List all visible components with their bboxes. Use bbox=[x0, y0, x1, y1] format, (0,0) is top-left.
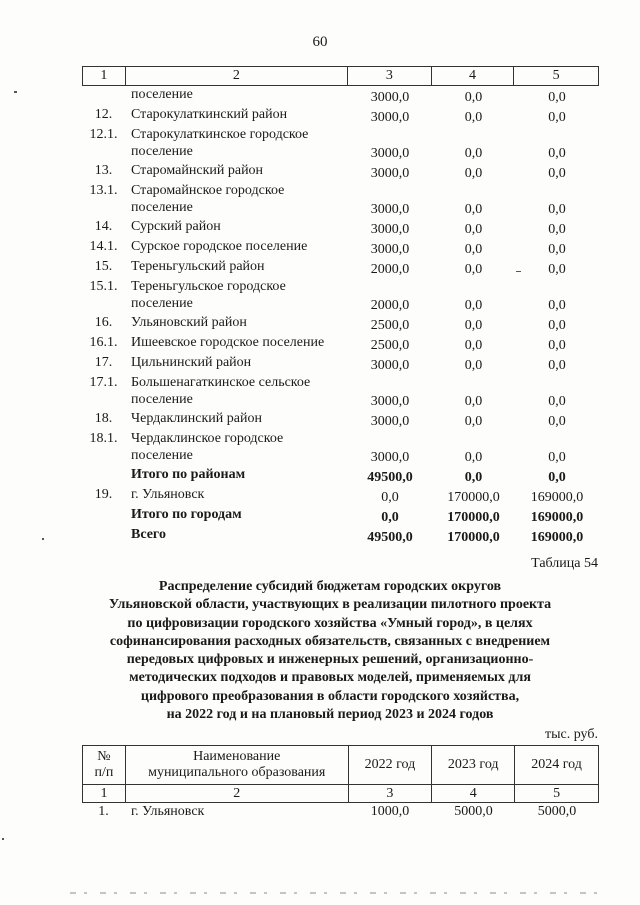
row-value-col5: 0,0 bbox=[548, 262, 566, 277]
row-number: 12.1. bbox=[89, 127, 118, 142]
row-name bbox=[125, 218, 348, 238]
row-value-col5: 0,0 bbox=[548, 90, 566, 105]
row-value-col3: 3000,0 bbox=[370, 166, 410, 181]
row-number: 19. bbox=[94, 487, 113, 502]
lower-table-row bbox=[82, 804, 599, 820]
title-line: Ульяновской области, участвующих в реализации пилотного проекта bbox=[108, 597, 552, 613]
row-name-line: поселение bbox=[131, 296, 193, 311]
scan-speck bbox=[14, 91, 17, 93]
title-line: цифрового преобразования в области городского хозяйства, bbox=[140, 688, 520, 704]
title-line: передовых цифровых и инженерных решений, организационно- bbox=[126, 652, 534, 668]
col-number: 4 bbox=[432, 785, 515, 803]
row-name-line: Ульяновский район bbox=[131, 315, 247, 330]
lower-table-col-numbers bbox=[83, 785, 599, 803]
row-value-col3: 2500,0 bbox=[370, 318, 410, 333]
table-row bbox=[82, 486, 599, 506]
row-name-line: поселение bbox=[131, 87, 193, 102]
row-value-col3: 3000,0 bbox=[370, 202, 410, 217]
row-value-col3: 3000,0 bbox=[370, 242, 410, 257]
row-value-col5: 169000,0 bbox=[530, 530, 584, 545]
row-value-col4: 0,0 bbox=[464, 450, 483, 465]
row-number bbox=[82, 466, 125, 486]
row-value-col4: 0,0 bbox=[464, 242, 483, 257]
row-value-col3: 2500,0 bbox=[370, 338, 410, 353]
row-value-col5: 169000,0 bbox=[530, 490, 584, 505]
header-col-3: 3 bbox=[348, 67, 432, 85]
row-name-line: Сурское городское поселение bbox=[131, 239, 308, 254]
header-name-line1: Наименование bbox=[193, 749, 281, 764]
row-name bbox=[125, 238, 348, 258]
row-name-line: Итого по районам bbox=[131, 467, 246, 482]
header-col-4: 4 bbox=[432, 67, 515, 85]
row-value-2024: 5000,0 bbox=[537, 804, 577, 819]
row-number bbox=[82, 506, 125, 526]
row-name bbox=[125, 354, 348, 374]
row-name-line: поселение bbox=[131, 392, 193, 407]
row-value-2022: 1000,0 bbox=[370, 804, 410, 819]
row-name-line: Старокулаткинское городское bbox=[131, 127, 309, 142]
row-value-col3: 49500,0 bbox=[367, 470, 413, 485]
row-number: 15. bbox=[94, 259, 113, 274]
row-value-col5: 0,0 bbox=[548, 166, 566, 181]
scan-edge-noise bbox=[70, 892, 610, 894]
row-value-col4: 0,0 bbox=[464, 358, 483, 373]
table-row bbox=[82, 506, 599, 526]
table-row bbox=[82, 430, 599, 466]
table-row bbox=[82, 334, 599, 354]
header-col-1: 1 bbox=[83, 67, 126, 85]
row-value-col3: 3000,0 bbox=[370, 450, 410, 465]
upper-table-body bbox=[82, 86, 599, 546]
row-value-2023: 5000,0 bbox=[454, 804, 493, 819]
row-value-col4: 0,0 bbox=[464, 394, 483, 409]
row-value-col5: 0,0 bbox=[548, 358, 566, 373]
row-name-line: поселение bbox=[131, 200, 193, 215]
row-name-line: Старомайнское городское bbox=[131, 183, 285, 198]
page-number: 60 bbox=[312, 34, 328, 50]
table-row bbox=[82, 278, 599, 314]
row-value-col5: 0,0 bbox=[548, 110, 566, 125]
lower-table-header bbox=[83, 746, 599, 785]
row-value-col4: 0,0 bbox=[464, 90, 483, 105]
header-name bbox=[125, 746, 348, 785]
table-row bbox=[82, 238, 599, 258]
table-row bbox=[82, 162, 599, 182]
row-value-col4: 0,0 bbox=[464, 338, 483, 353]
row-name-line: г. Ульяновск bbox=[131, 487, 205, 502]
row-value-col3: 3000,0 bbox=[370, 90, 410, 105]
row-name-line: поселение bbox=[131, 144, 193, 159]
table-row bbox=[82, 354, 599, 374]
row-name bbox=[125, 182, 348, 218]
row-name bbox=[125, 466, 348, 486]
row-name-line: Тереньгульский район bbox=[131, 259, 265, 274]
row-number: 18. bbox=[94, 411, 113, 426]
row-value-col5: 0,0 bbox=[548, 202, 566, 217]
row-value-col5: 169000,0 bbox=[530, 510, 584, 525]
header-2023: 2023 год bbox=[432, 746, 515, 785]
row-name-line: Цильнинский район bbox=[131, 355, 252, 370]
row-value-col5: 0,0 bbox=[548, 414, 566, 429]
row-value-col4: 0,0 bbox=[464, 222, 483, 237]
row-value-col3: 3000,0 bbox=[370, 146, 410, 161]
row-value-col3: 3000,0 bbox=[370, 222, 410, 237]
row-name bbox=[125, 410, 348, 430]
row-value-col4: 0,0 bbox=[464, 470, 483, 485]
title-line: по цифровизации городского хозяйства «Умный город», в целях bbox=[127, 615, 533, 631]
row-name bbox=[125, 486, 348, 506]
header-2022: 2022 год bbox=[348, 746, 432, 785]
row-name-line: Тереньгульское городское bbox=[131, 279, 286, 294]
title-line: методических подходов и правовых моделей, применяемых для bbox=[129, 670, 531, 686]
col-number: 1 bbox=[83, 785, 126, 803]
header-col-2: 2 bbox=[126, 67, 348, 85]
table-row bbox=[82, 314, 599, 334]
row-value-col5: 0,0 bbox=[548, 470, 566, 485]
row-name-line: Сурский район bbox=[131, 219, 221, 234]
row-name-line: Итого по городам bbox=[131, 507, 242, 522]
row-value-col5: 0,0 bbox=[548, 222, 566, 237]
row-number: 18.1. bbox=[89, 431, 118, 446]
row-number: 17.1. bbox=[89, 375, 118, 390]
row-name-line: Старомайнский район bbox=[131, 163, 264, 178]
row-value-col5: 0,0 bbox=[548, 242, 566, 257]
title-line: Распределение субсидий бюджетам городских округов bbox=[158, 579, 502, 594]
row-number: 17. bbox=[94, 355, 113, 370]
row-value-col5: 0,0 bbox=[548, 450, 566, 465]
header-2024: 2024 год bbox=[515, 746, 599, 785]
row-name-line: Чердаклинское городское bbox=[131, 431, 284, 446]
row-value-col3: 3000,0 bbox=[370, 394, 410, 409]
row-name bbox=[125, 374, 348, 410]
table-row bbox=[82, 106, 599, 126]
row-value-col3: 0,0 bbox=[381, 490, 399, 505]
row-value-col3: 3000,0 bbox=[370, 358, 410, 373]
row-value-col4: 170000,0 bbox=[447, 490, 500, 505]
table-row bbox=[82, 374, 599, 410]
table-row bbox=[82, 258, 599, 278]
row-name bbox=[125, 258, 348, 278]
row-value-col3: 2000,0 bbox=[370, 298, 410, 313]
scan-speck bbox=[516, 271, 521, 272]
row-value-col5: 0,0 bbox=[548, 298, 566, 313]
row-name bbox=[125, 314, 348, 334]
row-value-col4: 170000,0 bbox=[447, 510, 500, 525]
col-number: 5 bbox=[515, 785, 599, 803]
row-name bbox=[125, 506, 348, 526]
row-name bbox=[125, 86, 348, 106]
header-num-line2: п/п bbox=[94, 765, 114, 780]
title-line: софинансирования расходных обязательств, связанных с внедрением bbox=[109, 633, 551, 649]
table-row bbox=[82, 466, 599, 486]
row-name bbox=[125, 278, 348, 314]
row-value-col4: 0,0 bbox=[464, 262, 483, 277]
table-row bbox=[82, 126, 599, 162]
row-name bbox=[125, 430, 348, 466]
row-value-col3: 2000,0 bbox=[370, 262, 410, 277]
row-value-col3: 0,0 bbox=[381, 510, 399, 525]
table-row bbox=[82, 410, 599, 430]
upper-table bbox=[82, 66, 599, 546]
header-num-line1: № bbox=[97, 749, 111, 764]
row-value-col4: 0,0 bbox=[464, 298, 483, 313]
row-number bbox=[82, 86, 125, 106]
row-value-col5: 0,0 bbox=[548, 146, 566, 161]
header-name-line2: муниципального образования bbox=[148, 765, 326, 780]
row-number: 13. bbox=[94, 163, 113, 178]
table-row bbox=[82, 526, 599, 546]
row-number: 14.1. bbox=[89, 239, 118, 254]
row-value-col4: 0,0 bbox=[464, 166, 483, 181]
row-number: 15.1. bbox=[89, 279, 118, 294]
row-value-col5: 0,0 bbox=[548, 394, 566, 409]
row-name bbox=[125, 126, 348, 162]
row-name-line: Чердаклинский район bbox=[131, 411, 262, 426]
row-value-col5: 0,0 bbox=[548, 318, 566, 333]
row-value-col4: 0,0 bbox=[464, 318, 483, 333]
row-value-col4: 0,0 bbox=[464, 146, 483, 161]
units-label: тыс. руб. bbox=[545, 727, 598, 742]
row-value-col3: 49500,0 bbox=[367, 530, 413, 545]
row-number: 16.1. bbox=[89, 335, 118, 350]
row-number: 12. bbox=[94, 107, 113, 122]
col-number: 3 bbox=[348, 785, 432, 803]
row-name-line: Всего bbox=[131, 527, 166, 542]
table-caption: Таблица 54 bbox=[531, 556, 598, 571]
row-name bbox=[125, 334, 348, 354]
lower-table bbox=[82, 745, 599, 803]
row-number: 13.1. bbox=[89, 183, 118, 198]
row-number: 16. bbox=[94, 315, 113, 330]
col-number: 2 bbox=[125, 785, 348, 803]
upper-table-header bbox=[82, 66, 599, 86]
row-name-line: поселение bbox=[131, 448, 193, 463]
row-name bbox=[125, 162, 348, 182]
row-value-col4: 0,0 bbox=[464, 414, 483, 429]
scan-speck bbox=[42, 538, 44, 540]
row-value-col3: 3000,0 bbox=[370, 110, 410, 125]
row-name bbox=[125, 526, 348, 546]
header-col-5: 5 bbox=[552, 68, 560, 83]
title-line: на 2022 год и на плановый период 2023 и 2024 годов bbox=[166, 707, 494, 723]
row-name-line: Ишеевское городское поселение bbox=[131, 335, 325, 350]
row-name bbox=[125, 106, 348, 126]
row-name-line: Большенагаткинское сельское bbox=[131, 375, 311, 390]
table-row bbox=[82, 218, 599, 238]
scan-speck bbox=[2, 838, 4, 840]
header-num bbox=[83, 746, 126, 785]
row-number: 1. bbox=[98, 804, 109, 819]
row-value-col3: 3000,0 bbox=[370, 414, 410, 429]
table-row bbox=[82, 182, 599, 218]
row-number bbox=[82, 526, 125, 546]
table-row bbox=[82, 86, 599, 106]
row-value-col4: 0,0 bbox=[464, 110, 483, 125]
row-value-col4: 170000,0 bbox=[447, 530, 500, 545]
table-title bbox=[70, 578, 590, 724]
row-value-col5: 0,0 bbox=[548, 338, 566, 353]
row-value-col4: 0,0 bbox=[464, 202, 483, 217]
row-name-line: Старокулаткинский район bbox=[131, 107, 288, 122]
row-name: г. Ульяновск bbox=[131, 804, 205, 819]
row-number: 14. bbox=[94, 219, 113, 234]
